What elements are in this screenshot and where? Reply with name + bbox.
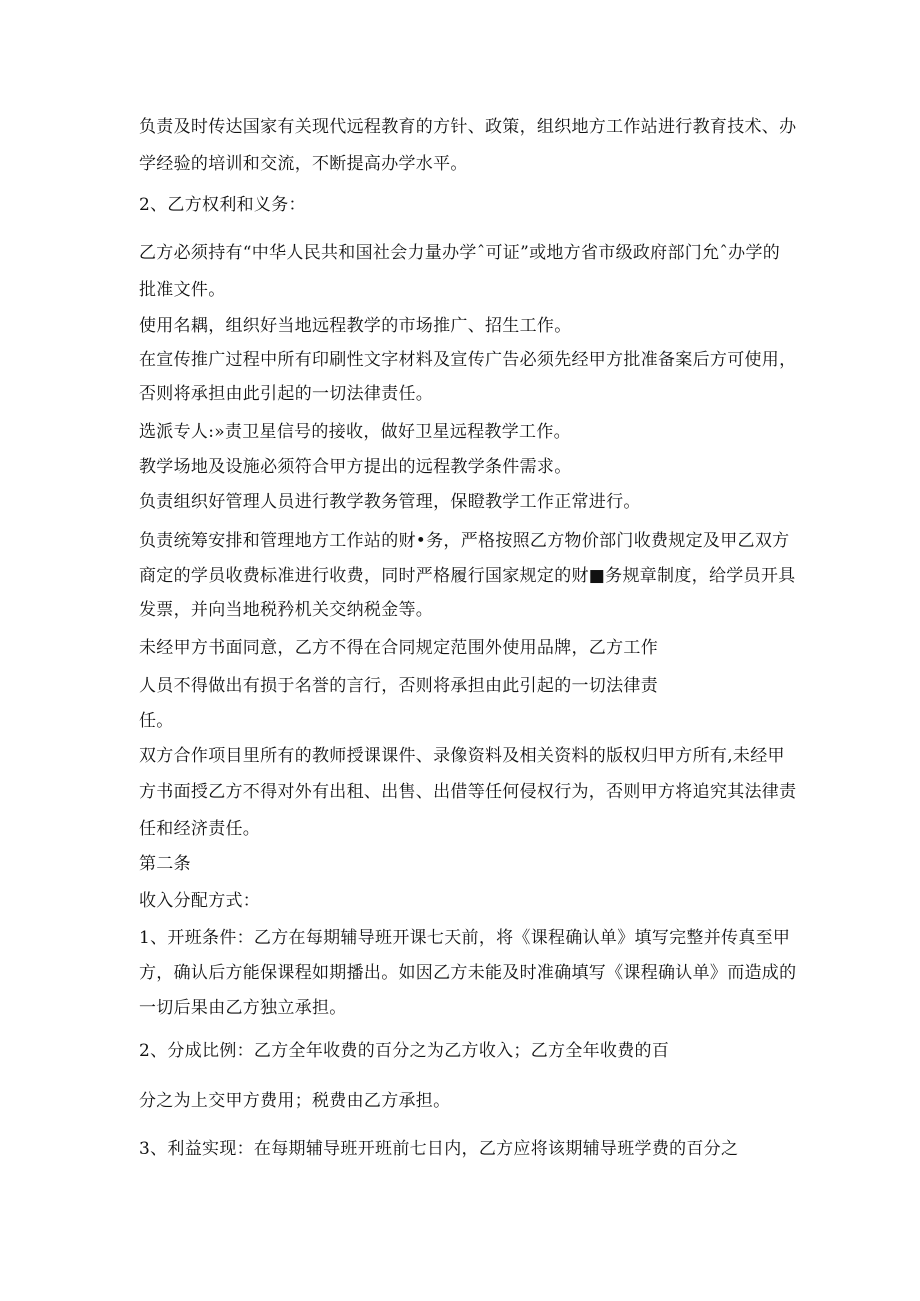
article-heading: 第二条 — [139, 854, 191, 874]
paragraph-line: 否则将承担由此引起的一切法律责任。 — [139, 384, 434, 404]
paragraph-line: 使用名耦，组织好当地远程教学的市场推广、招生工作。 — [139, 316, 572, 336]
paragraph-line: 双方合作项目里所有的教师授课课件、录像资料及相关资料的版权归甲方所有,未经甲 — [139, 746, 785, 766]
paragraph-line: 选派专人:»责卫星信号的接收，做好卫星远程教学工作。 — [139, 422, 571, 442]
paragraph-line: 未经甲方书面同意，乙方不得在合同规定范围外使用品牌，乙方工作 — [139, 638, 658, 658]
paragraph-line: 2、分成比例：乙方全年收费的百分之为乙方收入；乙方全年收费的百 — [139, 1041, 670, 1061]
subsection-heading: 收入分配方式： — [139, 891, 261, 911]
paragraph-line: 方书面授乙方不得对外有出租、出售、出借等任何侵权行为，否则甲方将追究其法律责 — [139, 782, 797, 802]
paragraph-line: 人员不得做出有损于名誉的言行，否则将承担由此引起的一切法律责 — [139, 676, 658, 696]
paragraph-line: 教学场地及设施必须符合甲方提出的远程教学条件需求。 — [139, 457, 572, 477]
paragraph-line: 在宣传推广过程中所有印刷性文字材料及宣传广告必须先经甲方批准备案后方可使用， — [139, 350, 797, 370]
paragraph-line: 方，确认后方能保课程如期播出。如因乙方未能及时准确填写《课程确认单》而造成的 — [139, 963, 797, 983]
paragraph-line: 3、利益实现：在每期辅导班开班前七日内，乙方应将该期辅导班学费的百分之 — [139, 1139, 739, 1159]
paragraph-line: 分之为上交甲方费用；税费由乙方承担。 — [139, 1091, 451, 1111]
paragraph-line: 负责组织好管理人员进行教学教务管理，保瞪教学工作正常进行。 — [139, 492, 641, 512]
section-heading: 2、乙方权利和义务： — [139, 195, 306, 215]
paragraph-line: 批准文件。 — [139, 280, 226, 300]
paragraph-line: 发票，并向当地税矜机关交纳税金等。 — [139, 600, 434, 620]
paragraph-line: 负责及时传达国家有关现代远程教育的方针、政策，组织地方工作站进行教育技术、办 — [139, 117, 797, 137]
paragraph-line: 乙方必须持有“中华人民共和国社会力量办学ˆ可证”或地方省市级政府部门允ˆ办学的 — [139, 243, 781, 263]
paragraph-line: 商定的学员收费标准进行收费，同时严格履行国家规定的财■务规章制度，给学员开具 — [139, 566, 796, 586]
paragraph-line: 一切后果由乙方独立承担。 — [139, 998, 347, 1018]
paragraph-line: 负责统筹安排和管理地方工作站的财•务，严格按照乙方物价部门收费规定及甲乙双方 — [139, 531, 790, 551]
paragraph-line: 任和经济责任。 — [139, 819, 261, 839]
paragraph-line: 学经验的培训和交流，不断提高办学水平。 — [139, 154, 468, 174]
paragraph-line: 任。 — [139, 711, 174, 731]
paragraph-line: 1、开班条件：乙方在每期辅导班开课七天前，将《课程确认单》填写完整并传真至甲 — [139, 928, 791, 948]
